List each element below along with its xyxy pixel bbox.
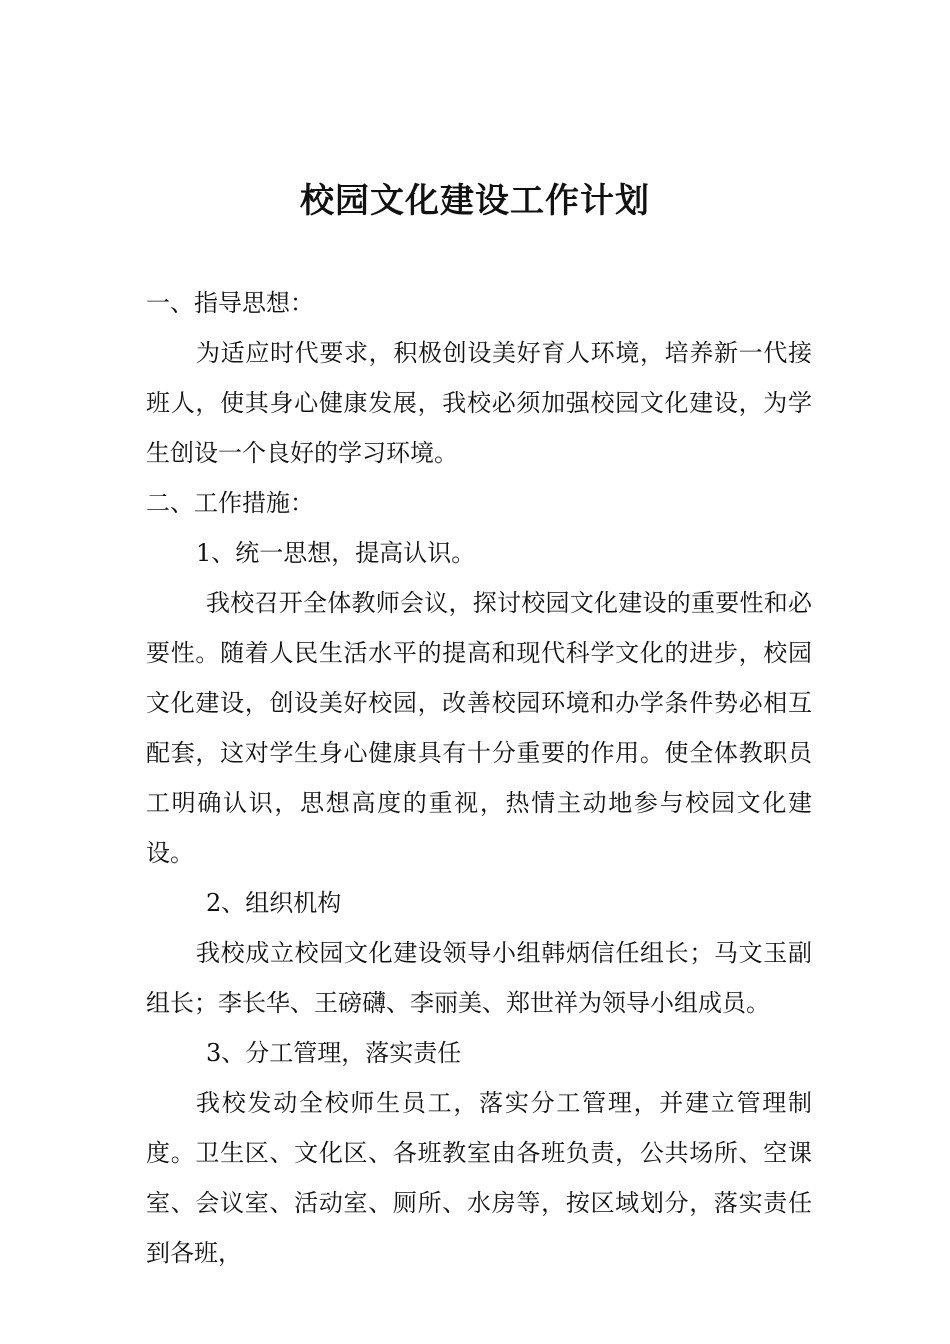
- document-title: 校园文化建设工作计划: [300, 181, 650, 221]
- document-body: [146, 278, 812, 1278]
- section-heading-work-measures: 二、工作措施：: [146, 489, 314, 517]
- subheading-division-management: 3、分工管理，落实责任: [206, 1039, 462, 1067]
- section-heading-guiding-ideology: 一、指导思想：: [146, 289, 314, 317]
- subheading-unify-thinking: 1、统一思想，提高认识。: [196, 539, 476, 567]
- paragraph-division-management: 我校发动全校师生员工，落实分工管理，并建立管理制度。卫生区、文化区、各班教室由各班负责，公共场所、空课室、会议室、活动室、厕所、水房等，按区域划分，落实责任到各班，: [146, 1089, 812, 1267]
- paragraph-guiding-ideology: 为适应时代要求，积极创设美好育人环境，培养新一代接班人，使其身心健康发展，我校必须加强校园文化建设，为学生创设一个良好的学习环境。: [146, 339, 812, 467]
- paragraph-unify-thinking: 我校召开全体教师会议，探讨校园文化建设的重要性和必要性。随着人民生活水平的提高和现代科学文化的进步，校园文化建设，创设美好校园，改善校园环境和办学条件势必相互配套，这对学生身心健康具有十分重要的作用。使全体教职员工明确认识，思想高度的重视，热情主动地参与校园文化建设。: [146, 589, 812, 867]
- paragraph-organization: 我校成立校园文化建设领导小组韩炳信任组长；马文玉副组长；李长华、王磅礴、李丽美、郑世祥为领导小组成员。: [146, 939, 812, 1017]
- subheading-organization: 2、组织机构: [206, 889, 342, 917]
